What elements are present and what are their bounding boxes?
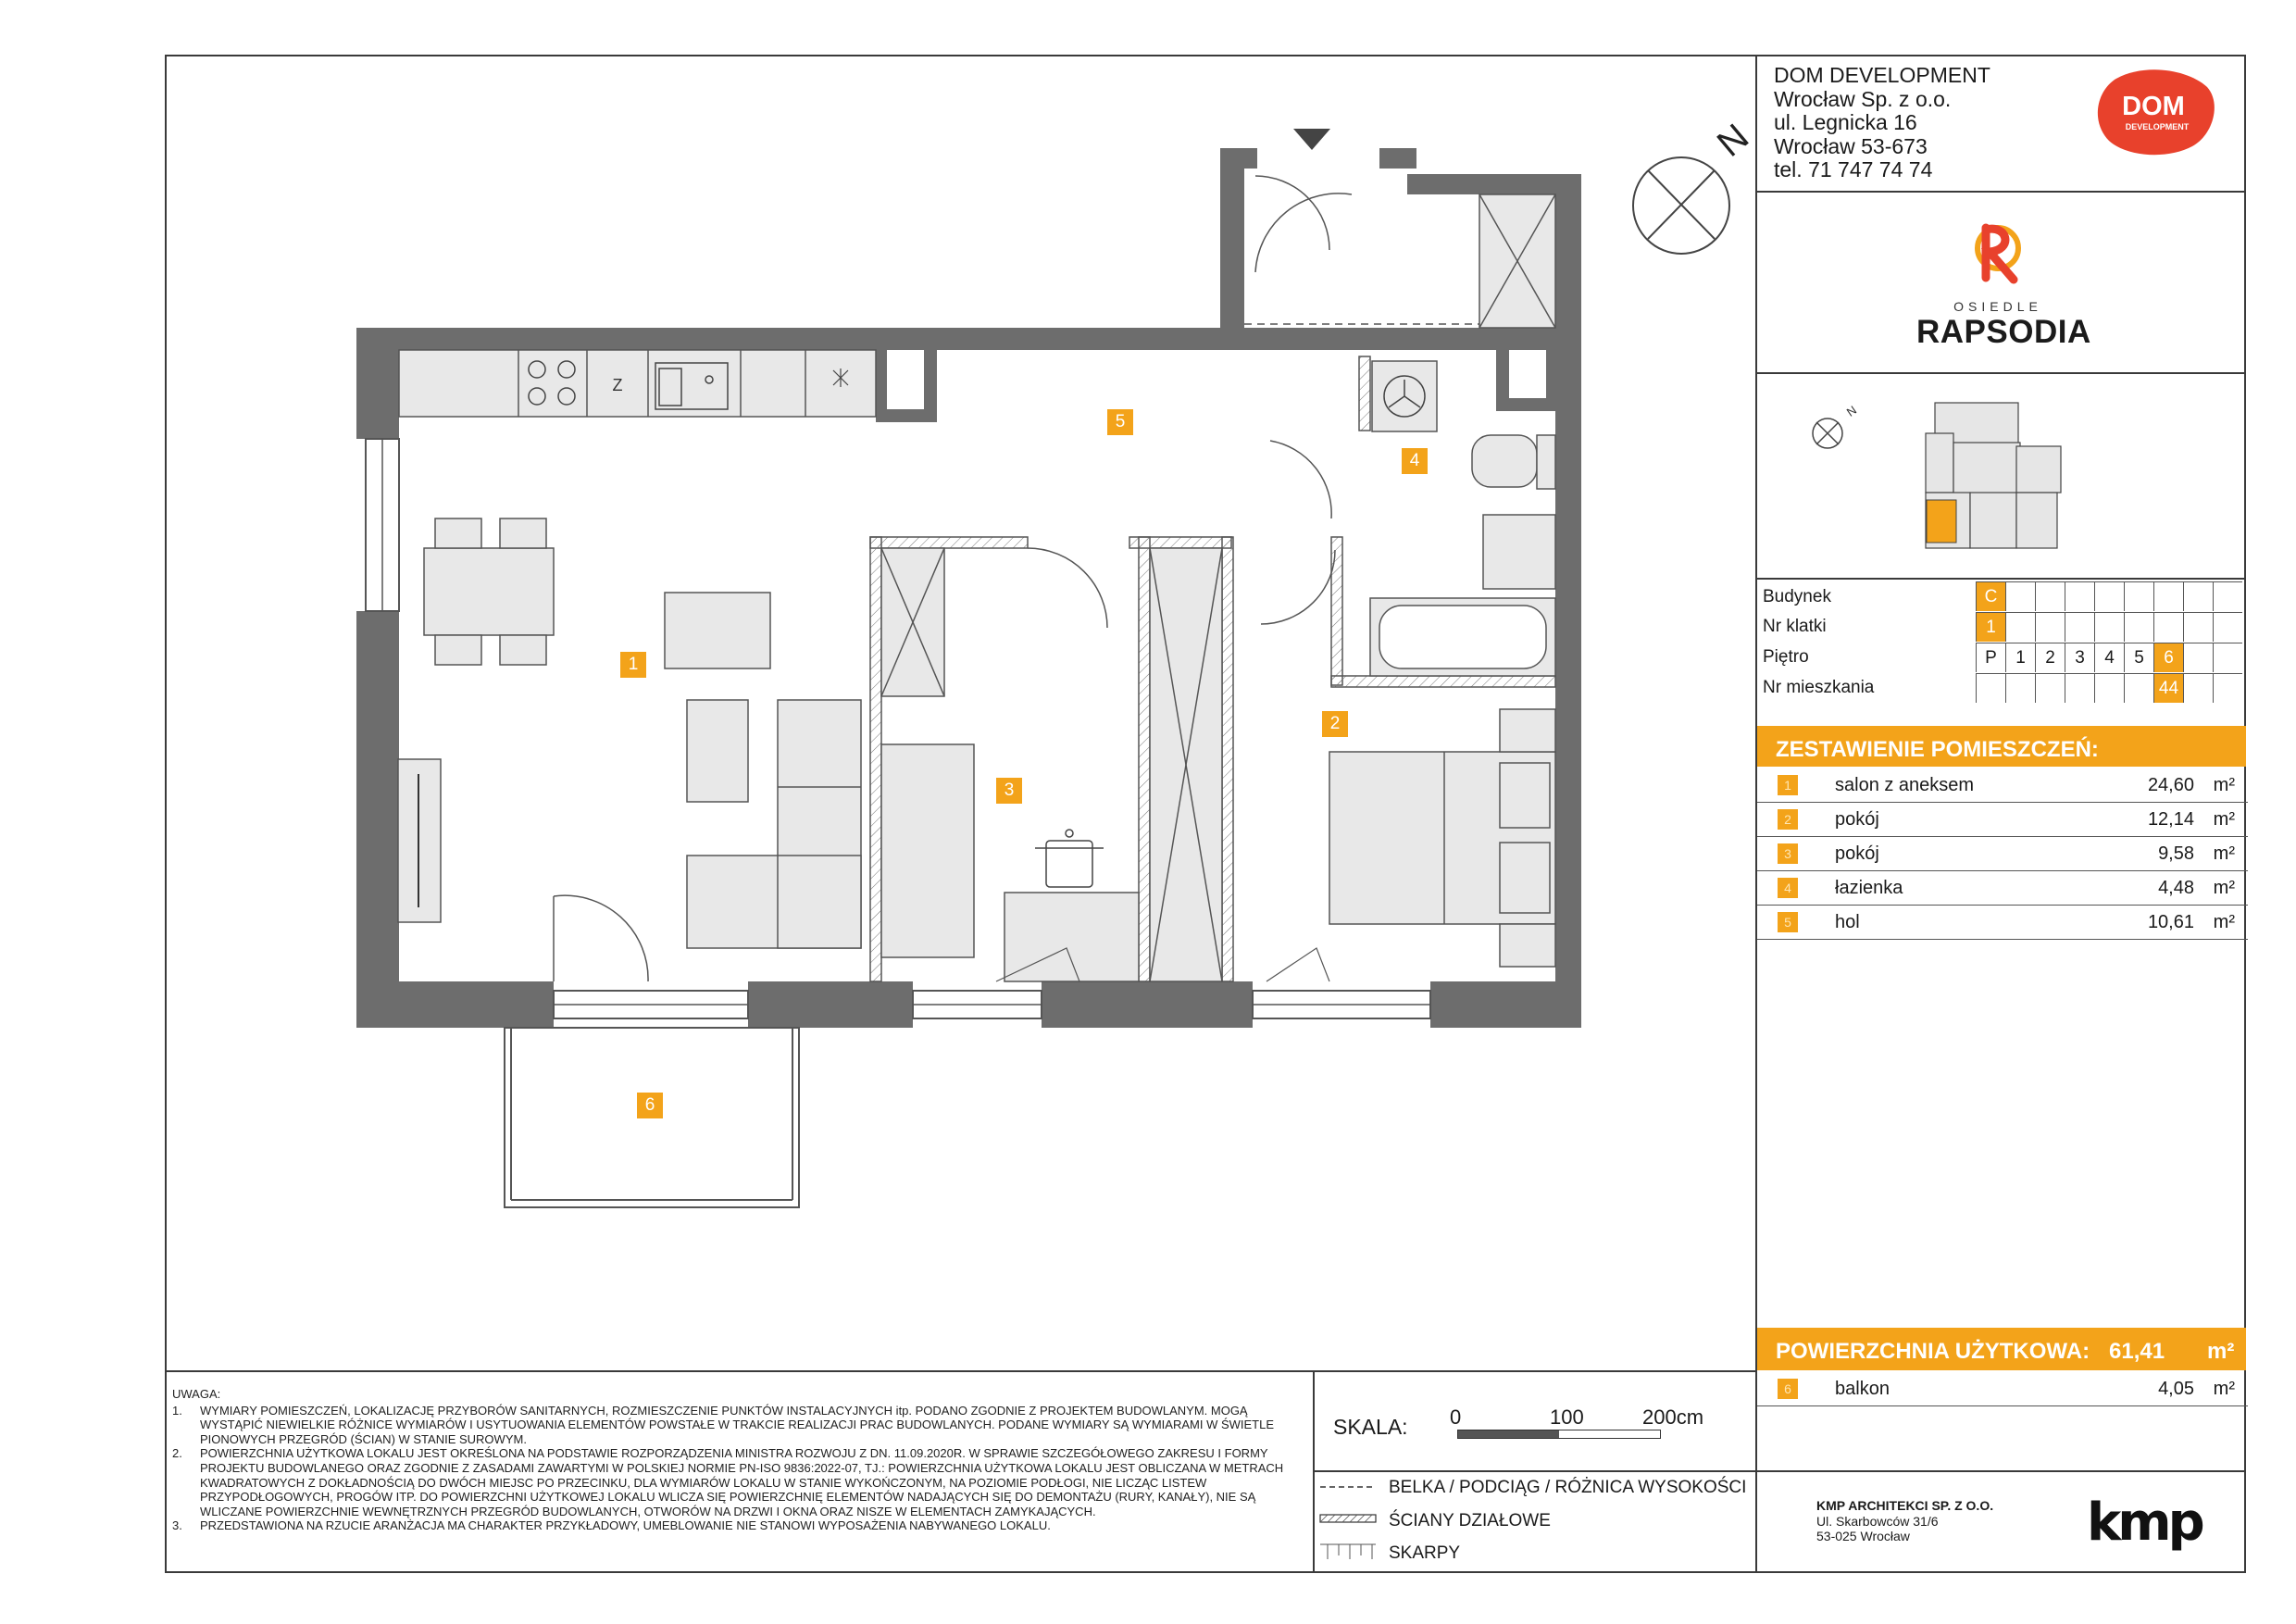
north-compass-icon (1633, 117, 1756, 254)
room-unit: m² (2213, 843, 2235, 864)
estate-logo-small: OSIEDLE (1953, 299, 2042, 314)
fridge-label: Z (612, 376, 623, 394)
room-num: 5 (1778, 912, 1798, 932)
entrance-arrow-icon (1293, 129, 1330, 150)
info-cell: 3 (2065, 643, 2094, 672)
ventilation-shafts (876, 350, 1555, 422)
scale-tick-200: 200cm (1642, 1405, 1704, 1429)
room-5-badge: 5 (1107, 409, 1133, 435)
balcony-num: 6 (1778, 1379, 1798, 1399)
room-area: 9,58 (2158, 843, 2194, 864)
company-name: DOM DEVELOPMENT (1774, 63, 1990, 87)
room-num: 2 (1778, 809, 1798, 830)
room3-furniture (881, 548, 1139, 981)
bedroom-furniture (1329, 709, 1555, 967)
info-cell: 1 (1976, 612, 2005, 642)
room-num: 4 (1778, 878, 1798, 898)
scale-label: SKALA: (1333, 1415, 1408, 1439)
room-area: 4,48 (2158, 878, 2194, 898)
architect-city: 53-025 Wrocław (1816, 1529, 1910, 1543)
notes-title: UWAGA: (172, 1387, 221, 1401)
room-num: 3 (1778, 843, 1798, 864)
company-phone: tel. 71 747 74 74 (1774, 157, 1933, 181)
dom-logo-text: DOM (2122, 92, 2185, 121)
room-area: 24,60 (2147, 775, 2194, 795)
scale-tick-100: 100 (1550, 1405, 1584, 1429)
room-unit: m² (2213, 775, 2235, 795)
info-label-building: Budynek (1763, 587, 1831, 606)
room-unit: m² (2213, 912, 2235, 932)
room-name: hol (1835, 912, 1860, 932)
room-2-badge: 2 (1322, 711, 1348, 737)
info-label-floor: Piętro (1763, 647, 1809, 667)
room-area: 12,14 (2147, 809, 2194, 830)
room-1-badge: 1 (620, 652, 646, 678)
total-area-label: POWIERZCHNIA UŻYTKOWA: (1776, 1339, 2090, 1364)
room-3-badge: 3 (996, 778, 1022, 804)
legend-beam: BELKA / PODCIĄG / RÓŻNICA WYSOKOŚCI (1389, 1478, 1747, 1497)
dom-logo-subtext: DEVELOPMENT (2125, 122, 2190, 131)
company-city: Wrocław 53-673 (1774, 133, 1928, 158)
info-cell: 44 (2153, 673, 2183, 703)
info-cell: C (1976, 581, 2005, 611)
balcony-unit: m² (2213, 1379, 2235, 1399)
info-cell: 6 (2153, 643, 2183, 672)
wardrobe (1150, 548, 1222, 981)
room-4-badge: 4 (1402, 448, 1428, 474)
info-cell: 2 (2035, 643, 2065, 672)
balcony-name: balkon (1835, 1379, 1890, 1399)
room-name: salon z aneksem (1835, 775, 1975, 795)
company-entity: Wrocław Sp. z o.o. (1774, 86, 1952, 111)
north-label: N (1709, 116, 1757, 165)
note-item: 3. PRZEDSTAWIONA NA RZUCIE ARANŻACJA MA CHARAKTER PRZYKŁADOWY, UMEBLOWANIE NIE STANOWI WYPOSAŻENIA NABYWANEGO LOKALU. (172, 1518, 1051, 1533)
room-unit: m² (2213, 878, 2235, 898)
info-cell: P (1976, 643, 2005, 672)
legend-partition: ŚCIANY DZIAŁOWE (1389, 1511, 1551, 1530)
shaft-holes (887, 350, 1546, 409)
kmp-logo-text: kmp (2087, 1493, 2202, 1553)
info-cell: 1 (2005, 643, 2035, 672)
note-item: 1. WYMIARY POMIESZCZEŃ, LOKALIZACJĘ PRZYBORÓW SANITARNYCH, ROZMIESZCZENIE PUNKTÓW INSTALACYJNYCH itp. PODANO ZGODNIE Z PROJEKTEM BUDOWLANYM. MOGĄ WYSTĄPIĆ NIEWIELKIE RÓŻNICE WYMIARÓW I USYTUOWANIA ELEMENTÓW POWSTAŁE W TRAKCIE REALIZACJI PRAC BUDOWLANYCH. PODANE WYMIARY SĄ WYMIARAMI W ŚWIETLE PIONOWYCH PRZEGRÓD (ŚCIAN) W STANIE SUROWYM. (172, 1403, 1275, 1446)
room-6-badge: 6 (637, 1093, 663, 1118)
dining-set (424, 518, 554, 665)
legend-slope: SKARPY (1389, 1543, 1461, 1563)
room-name: pokój (1835, 843, 1879, 864)
architect-street: Ul. Skarbowców 31/6 (1816, 1513, 1939, 1529)
total-area-value: 61,41 (2109, 1339, 2165, 1364)
company-street: ul. Legnicka 16 (1774, 110, 1917, 134)
info-label-apartment: Nr mieszkania (1763, 678, 1875, 697)
pot-icon (1035, 830, 1104, 887)
architect-name: KMP ARCHITEKCI SP. Z O.O. (1816, 1498, 1994, 1513)
svg-text:N: N (1843, 403, 1860, 419)
balcony-area: 4,05 (2158, 1379, 2194, 1399)
balcony-door (554, 895, 648, 981)
info-label-staircase: Nr klatki (1763, 617, 1827, 636)
scale-tick-0: 0 (1450, 1405, 1462, 1429)
entrance-closet (1479, 194, 1555, 328)
note-item: 2. POWIERZCHNIA UŻYTKOWA LOKALU JEST OKREŚLONA NA PODSTAWIE ROZPORZĄDZENIA MINISTRA ROZWOJU Z DN. 11.09.2020R. W SPRAWIE SZCZEGÓŁOWEGO ZAKRESU I FORMY PROJEKTU BUDOWLANEGO ORAZ ZGODNIE Z ZASADAMI ZAWARTYMI W POLSKIEJ NORMIE PN-ISO 9836:2022-07, TJ.: POWIERZCHNIA UŻYTKOWA LOKALU JEST OBLICZANA W METRACH KWADRATOWYCH Z DOKŁADNOŚCIĄ DO DWÓCH MIEJSC PO PRZECINKU, DLA WYMIARÓW LOKALU W STANIE WYKOŃCZONYM, NA POZIOMIE PODŁOGI, NIE LICZĄC LISTEW PRZYPODŁOGOWYCH, PROGÓW ITP. DO POWIERZCHNI UŻYTKOWEJ LOKALU WLICZA SIĘ POWIERZCHNIĘ ELEMENTÓW NADAJĄCYCH SIĘ DO DEMONTAŻU (RURY, KANAŁY), NIE SĄ WLICZANE POWIERZCHNIE WEWNĘTRZNYCH PRZEGRÓD BUDOWLANYCH, OTWORÓW NA DRZWI I OKNA ORAZ NISZE W ELEMENTACH ZAMYKAJĄCYCH. (172, 1446, 1284, 1518)
room-name: łazienka (1835, 878, 1903, 898)
room-name: pokój (1835, 809, 1879, 830)
rooms-header-text: ZESTAWIENIE POMIESZCZEŃ: (1776, 737, 2099, 762)
room-unit: m² (2213, 809, 2235, 830)
info-cell: 4 (2094, 643, 2124, 672)
total-area-unit: m² (2207, 1339, 2235, 1364)
room-area: 10,61 (2147, 912, 2194, 932)
estate-logo-name: RAPSODIA (1916, 314, 2091, 350)
room-num: 1 (1778, 775, 1798, 795)
info-cell: 5 (2124, 643, 2153, 672)
kitchen-counter (399, 350, 876, 417)
